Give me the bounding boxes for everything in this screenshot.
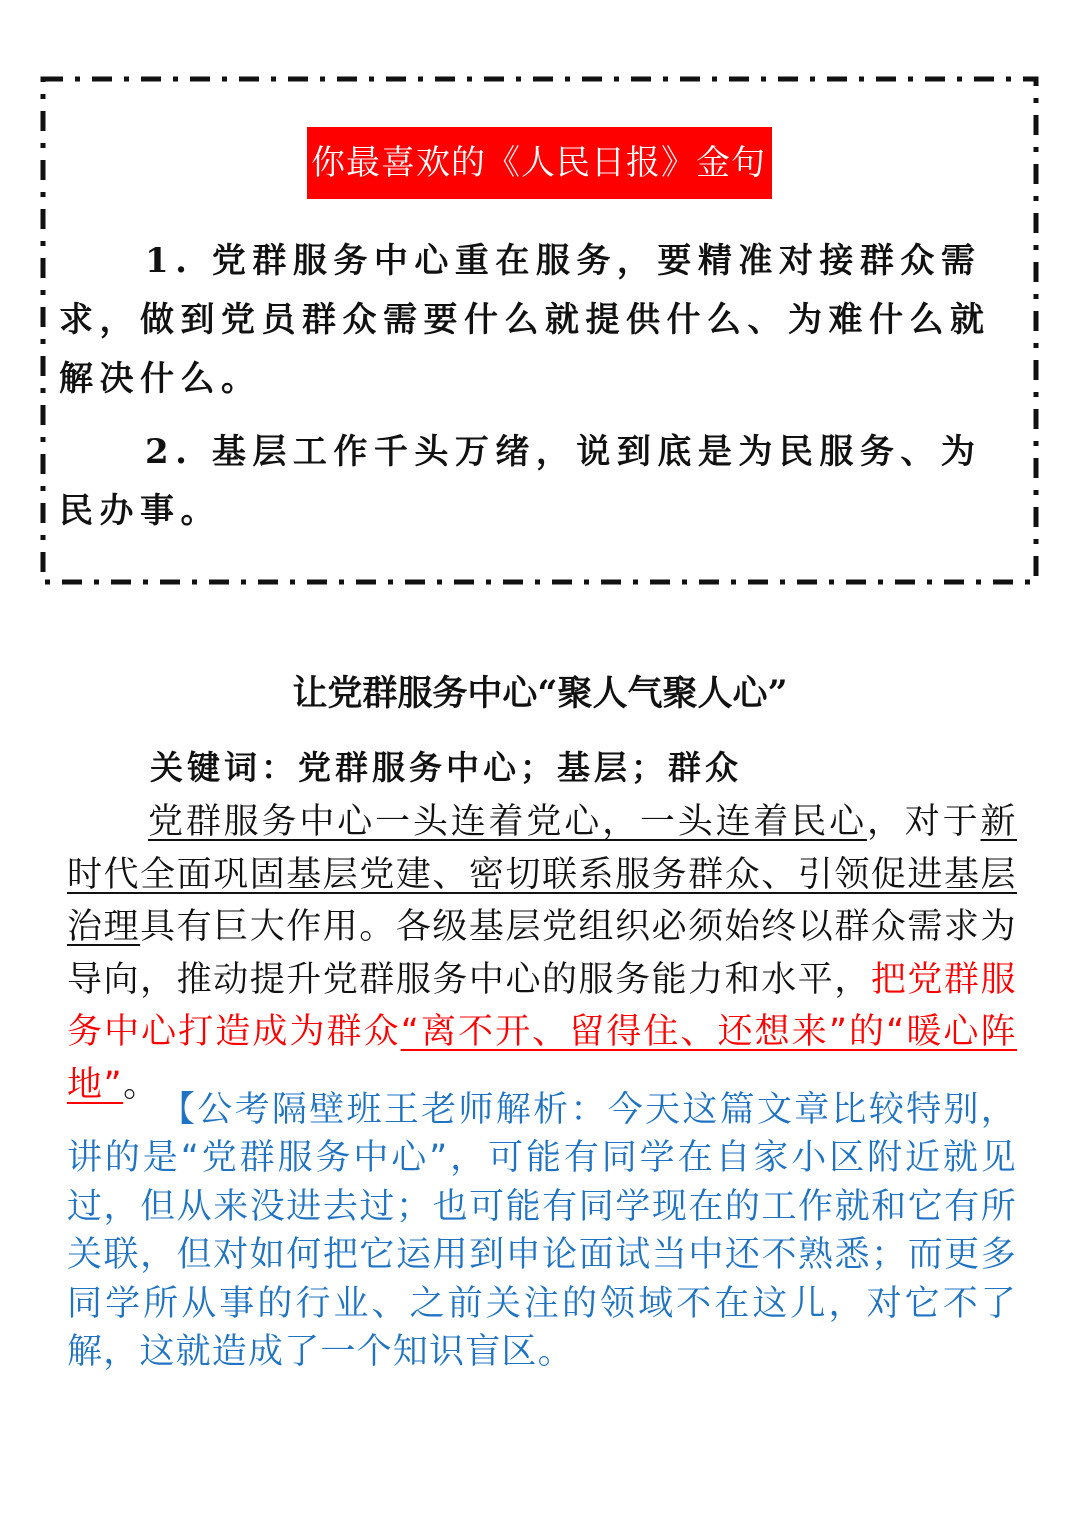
quote-box-title: 你最喜欢的《人民日报》金句	[307, 127, 772, 199]
analysis-paragraph: 【公考隔壁班王老师解析：今天这篇文章比较特别，讲的是“党群服务中心”，可能有同学在自家小区附近就见过，但从来没进去过；也可能有同学现在的工作就和它有所关联，但对如何把它运用到申论面试当中还不熟悉；而更多同学所从事的行业、之前关注的领域不在这儿，对它不了解，这就造成了一个知识盲区。	[67, 1090, 1017, 1373]
lead-tail: ，对于	[866, 802, 981, 842]
para1-body: 具有巨大作用。各级基层党组织必须始终以群众需求为导向，推动提升党群服务中心的服务能力和水平，	[67, 907, 1017, 1000]
para1-end: 。	[123, 1064, 160, 1105]
underlined-lead: 党群服务中心一头连着党心，一头连着民心	[148, 802, 867, 842]
quote-box	[43, 79, 1036, 582]
quote-item-2: 2. 基层工作千头万绪，说到底是为民服务、为民办事。	[59, 432, 982, 531]
underlined-mid: 新时代全面巩固基层党建、密切联系服务群众、引领促进基层治理	[67, 802, 1017, 948]
article-paragraph-1	[67, 796, 1017, 1112]
quote-item-1: 1. 党群服务中心重在服务，要精准对接群众需求，做到党员群众需要什么就提供什么、为难什么就解决什么。	[59, 241, 991, 399]
quote-title-wrap	[43, 127, 1036, 199]
article-title: 让党群服务中心“聚人气聚人心”	[292, 673, 788, 714]
red-underlined-highlight: “离不开、留得住、还想来”的“暖心阵地”	[67, 1012, 1017, 1105]
red-highlight: 把党群服务中心打造成为群众	[67, 959, 1017, 1053]
article-keywords: 关键词：党群服务中心；基层；群众	[150, 748, 742, 787]
